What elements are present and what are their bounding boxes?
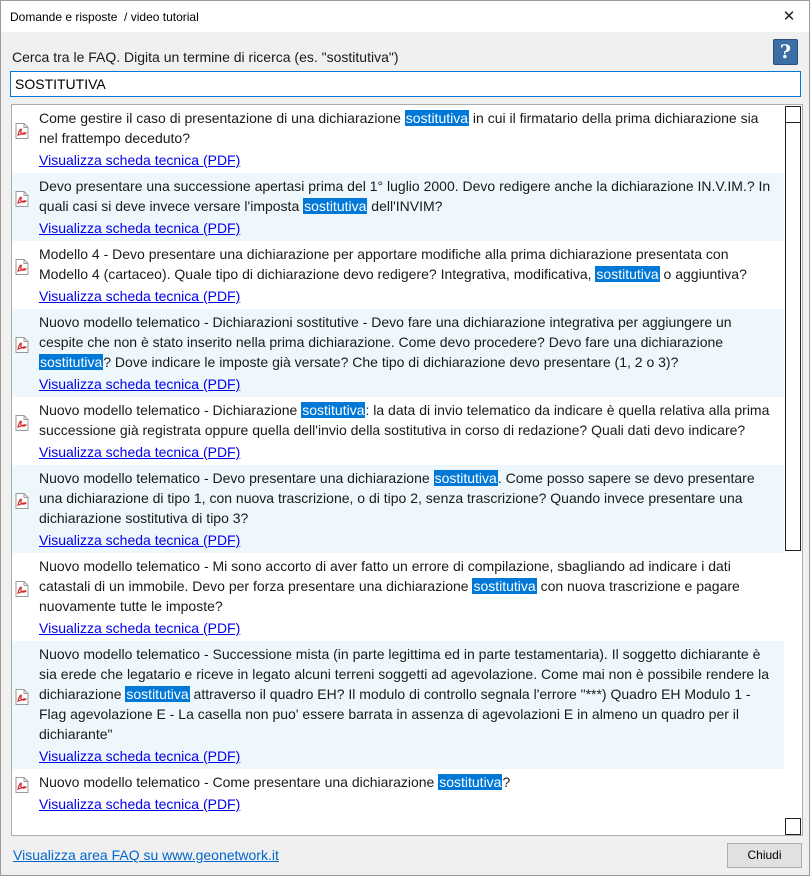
result-item	[12, 769, 784, 817]
question-fragment: ? Dove indicare le imposte già versate? Che tipo di dichiarazione devo presentare (1, 2 o 3)?	[103, 354, 679, 370]
question-fragment: Modello 4 - Devo presentare una dichiarazione per apportare modifiche alla prima dichiarazione presentata con Modello 4 (cartaceo). Quale tipo di dichiarazione devo redigere? Integrativa, modificativa,	[39, 246, 729, 282]
question-text	[39, 400, 778, 440]
search-highlight: sostitutiva	[126, 686, 189, 702]
question-fragment: Nuovo modello telematico - Mi sono accorto di aver fatto un errore di compilazione, sbagliando ad indicare i dati catastali di un immobile. Devo per forza presentare una dichiarazione	[39, 558, 731, 594]
result-item	[12, 173, 784, 241]
pdf-icon	[15, 689, 29, 705]
pdf-link[interactable]: Visualizza scheda tecnica (PDF)	[39, 532, 241, 548]
pdf-link[interactable]: Visualizza scheda tecnica (PDF)	[39, 796, 241, 812]
result-item	[12, 241, 784, 309]
pdf-icon	[15, 493, 29, 509]
scroll-up-button[interactable]	[785, 106, 801, 123]
result-item	[12, 105, 784, 173]
search-highlight: sostitutiva	[434, 470, 497, 486]
question-text	[39, 772, 778, 792]
pdf-icon	[15, 191, 29, 207]
search-highlight: sostitutiva	[439, 774, 502, 790]
results-items	[12, 105, 784, 817]
pdf-icon	[15, 259, 29, 275]
question-text	[39, 176, 778, 216]
search-label: Cerca tra le FAQ. Digita un termine di ricerca (es. "sostitutiva")	[12, 49, 399, 65]
pdf-icon	[15, 337, 29, 353]
question-text	[39, 312, 778, 372]
result-item	[12, 553, 784, 641]
question-fragment: : la data di invio telematico da indicare è quella relativa alla prima successione già registrata oppure quella dell'invio della sostitutiva in corso di redazione? Quali dati devo indicare?	[39, 402, 770, 438]
question-fragment: Nuovo modello telematico - Successione mista (in parte legittima ed in parte testamentaria). Il soggetto dichiarante è sia erede che legatario e riceve in legato alcuni terreni soggetti ad agevolazione. Come mai non è possibile rendere la dichiarazione	[39, 646, 769, 702]
search-highlight: sostitutiva	[40, 354, 103, 370]
search-highlight: sostitutiva	[596, 266, 659, 282]
pdf-link[interactable]: Visualizza scheda tecnica (PDF)	[39, 376, 241, 392]
question-fragment: con nuova trascrizione e pagare nuovamente tutte le imposte?	[39, 578, 740, 614]
result-item	[12, 397, 784, 465]
question-text	[39, 556, 778, 616]
question-text	[39, 644, 778, 744]
close-icon[interactable]: ✕	[782, 8, 796, 25]
question-text	[39, 108, 778, 148]
scroll-down-button[interactable]	[785, 818, 801, 835]
close-button[interactable]: Chiudi	[727, 843, 802, 868]
question-fragment: attraverso il quadro EH? Il modulo di controllo segnala l'errore "***) Quadro EH Modulo 1 - Flag agevolazione E - La casella non puo' essere barrata in assenza di agevolazioni E in almeno un quadro per il dichiarante"	[39, 686, 751, 742]
question-fragment: o aggiuntiva?	[659, 266, 747, 282]
question-fragment: Nuovo modello telematico - Devo presentare una dichiarazione	[39, 470, 434, 486]
pdf-link[interactable]: Visualizza scheda tecnica (PDF)	[39, 620, 241, 636]
pdf-link[interactable]: Visualizza scheda tecnica (PDF)	[39, 444, 241, 460]
pdf-icon	[15, 415, 29, 431]
search-highlight: sostitutiva	[405, 110, 469, 126]
results-list	[11, 104, 803, 836]
question-fragment: Come gestire il caso di presentazione di una dichiarazione	[39, 110, 405, 126]
question-fragment: in cui il firmatario della prima dichiarazione sia nel frattempo deceduto?	[39, 110, 759, 146]
title-bar	[1, 1, 809, 32]
pdf-link[interactable]: Visualizza scheda tecnica (PDF)	[39, 152, 241, 168]
pdf-icon	[15, 581, 29, 597]
search-input[interactable]	[10, 71, 801, 97]
help-book-icon[interactable]: ?	[773, 39, 798, 65]
pdf-icon	[15, 777, 29, 793]
pdf-link[interactable]: Visualizza scheda tecnica (PDF)	[39, 220, 241, 236]
question-text	[39, 468, 778, 528]
scroll-thumb[interactable]	[785, 123, 801, 551]
question-fragment: dell'INVIM?	[367, 198, 443, 214]
pdf-link[interactable]: Visualizza scheda tecnica (PDF)	[39, 748, 241, 764]
result-item	[12, 641, 784, 769]
question-fragment: Nuovo modello telematico - Come presentare una dichiarazione	[39, 774, 439, 790]
question-fragment: ?	[502, 774, 511, 790]
window-title: Domande e risposte / video tutorial	[10, 10, 199, 24]
question-fragment: Devo presentare una successione apertasi prima del 1° luglio 2000. Devo redigere anche la dichiarazione IN.V.IM.? In quali casi si deve invece versare l'imposta	[39, 178, 771, 214]
vertical-scrollbar[interactable]	[784, 105, 802, 835]
question-text	[39, 244, 778, 284]
pdf-icon	[15, 123, 29, 139]
question-fragment: Nuovo modello telematico - Dichiarazioni sostitutive - Devo fare una dichiarazione integrativa per aggiungere un cespite che non è stato inserito nella prima dichiarazione. Come devo procedere? Devo fare una dichiarazione	[39, 314, 732, 350]
search-highlight: sostitutiva	[304, 198, 367, 214]
faq-site-link[interactable]: Visualizza area FAQ su www.geonetwork.it	[13, 847, 279, 863]
result-item	[12, 465, 784, 553]
question-fragment: Nuovo modello telematico - Dichiarazione	[39, 402, 302, 418]
pdf-link[interactable]: Visualizza scheda tecnica (PDF)	[39, 288, 241, 304]
result-item	[12, 309, 784, 397]
search-highlight: sostitutiva	[302, 402, 365, 418]
question-fragment: . Come posso sapere se devo presentare una dichiarazione di tipo 1, con nuova trascrizione, o di tipo 2, senza trascrizione? Quando invece presentare una dichiarazione sostitutiva di tipo 3?	[39, 470, 755, 526]
search-highlight: sostitutiva	[473, 578, 536, 594]
